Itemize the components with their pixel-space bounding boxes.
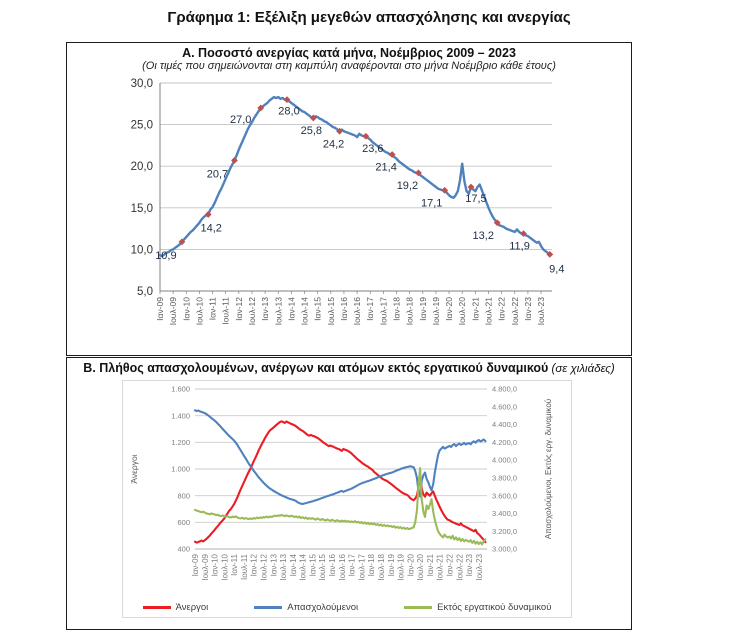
svg-text:Ιαν-12: Ιαν-12 (249, 554, 259, 577)
svg-text:21,4: 21,4 (375, 161, 397, 174)
legend-swatch-employed (254, 606, 282, 609)
svg-text:1.400: 1.400 (171, 411, 190, 421)
svg-text:Ιουλ-15: Ιουλ-15 (325, 297, 336, 326)
svg-text:Ιαν-09: Ιαν-09 (155, 297, 165, 321)
chart-b-left-axis-title: Άνεργοι (129, 454, 139, 484)
figure-title: Γράφημα 1: Εξέλιξη μεγεθών απασχόλησης και ανεργίας (167, 9, 571, 26)
svg-text:9,4: 9,4 (549, 263, 565, 276)
svg-text:Ιουλ-23: Ιουλ-23 (536, 297, 547, 326)
svg-text:Ιουλ-14: Ιουλ-14 (298, 554, 308, 581)
svg-text:Ιαν-20: Ιαν-20 (444, 297, 455, 321)
svg-text:Ιαν-18: Ιαν-18 (367, 554, 377, 577)
chart-b-right-axis-title: Απασχολούμενοι, Εκτός εργ. δυναμικού (544, 398, 553, 540)
svg-text:Ιαν-17: Ιαν-17 (365, 297, 376, 321)
chart-b-left-tick-labels (171, 385, 190, 554)
chart-b-gridlines (195, 389, 487, 549)
chart-b-x-tick-labels (191, 553, 484, 580)
panel-b-title-note: (σε χιλιάδες) (548, 363, 615, 375)
panel-a-unemployment-rate (66, 42, 632, 356)
svg-text:Ιαν-13: Ιαν-13 (269, 554, 279, 577)
svg-text:Ιουλ-20: Ιουλ-20 (416, 554, 426, 581)
svg-text:5,0: 5,0 (137, 286, 153, 298)
legend-item-employed (254, 602, 358, 613)
svg-text:Ιουλ-14: Ιουλ-14 (299, 297, 310, 326)
panel-a-title: Α. Ποσοστό ανεργίας κατά μήνα, Νοέμβριος 2009 – 2023 (182, 46, 516, 60)
legend-swatch-outside-labour-force (404, 606, 432, 609)
svg-text:Ιαν-09: Ιαν-09 (191, 554, 200, 577)
svg-text:23,6: 23,6 (362, 143, 384, 156)
svg-text:3.400,0: 3.400,0 (492, 509, 518, 519)
chart-a-x-tick-labels (155, 297, 546, 326)
svg-text:Ιαν-20: Ιαν-20 (406, 554, 416, 577)
svg-text:Ιουλ-16: Ιουλ-16 (352, 297, 363, 326)
svg-text:17,1: 17,1 (420, 197, 443, 210)
svg-text:Ιουλ-13: Ιουλ-13 (279, 554, 289, 581)
svg-text:Ιαν-15: Ιαν-15 (312, 297, 323, 321)
svg-text:4.200,0: 4.200,0 (492, 437, 518, 447)
svg-text:Ιαν-22: Ιαν-22 (496, 297, 507, 321)
panel-a-subtitle: (Οι τιμές που σημειώνονται στη καμπύλη αναφέρονται στο μήνα Νοέμβριο κάθε έτους) (142, 60, 556, 72)
svg-text:Ιαν-14: Ιαν-14 (286, 297, 297, 321)
legend-item-outside-labour-force (404, 602, 551, 613)
svg-text:Ιουλ-23: Ιουλ-23 (474, 554, 484, 581)
chart-a-unemployment-rate-plot (68, 71, 630, 353)
svg-text:400: 400 (177, 544, 190, 554)
svg-text:1.200: 1.200 (171, 437, 190, 447)
svg-text:17,5: 17,5 (465, 193, 487, 205)
svg-text:800: 800 (177, 491, 190, 501)
svg-text:20,7: 20,7 (206, 168, 229, 181)
legend-label-unemployed: Άνεργοι (175, 602, 209, 613)
chart-a-axes (160, 83, 552, 294)
chart-a-data-labels (155, 106, 564, 276)
legend-label-outside-labour-force: Εκτός εργατικού δυναμικού (437, 602, 552, 613)
svg-text:Ιουλ-20: Ιουλ-20 (457, 297, 468, 326)
chart-b-labour-counts-plot (123, 382, 571, 595)
chart-b-series-line-1 (195, 410, 485, 504)
svg-text:19,2: 19,2 (396, 179, 419, 192)
svg-text:Ιουλ-10: Ιουλ-10 (220, 554, 230, 581)
svg-text:Ιουλ-17: Ιουλ-17 (357, 554, 367, 581)
svg-text:Ιουλ-16: Ιουλ-16 (337, 554, 347, 581)
svg-text:Ιουλ-22: Ιουλ-22 (509, 297, 520, 326)
svg-text:1.000: 1.000 (171, 464, 190, 474)
svg-text:Ιουλ-17: Ιουλ-17 (378, 297, 389, 326)
svg-text:Ιουλ-11: Ιουλ-11 (220, 297, 231, 325)
svg-text:25,8: 25,8 (300, 124, 323, 137)
svg-text:Ιαν-11: Ιαν-11 (230, 554, 240, 576)
svg-text:3.200,0: 3.200,0 (492, 526, 518, 536)
legend-item-unemployed (143, 602, 209, 613)
svg-text:Ιουλ-19: Ιουλ-19 (430, 297, 441, 326)
svg-text:Ιουλ-21: Ιουλ-21 (435, 554, 445, 581)
chart-b-right-tick-labels (492, 385, 517, 554)
svg-text:13,2: 13,2 (472, 229, 494, 242)
chart-b-legend (123, 602, 571, 613)
svg-text:4.600,0: 4.600,0 (492, 402, 518, 412)
svg-text:28,0: 28,0 (278, 105, 300, 118)
svg-text:Ιουλ-13: Ιουλ-13 (273, 297, 284, 326)
panel-b-labour-counts (66, 357, 632, 630)
svg-text:3.800,0: 3.800,0 (492, 473, 518, 483)
chart-b-plot-frame (122, 380, 572, 618)
panel-b-title-text: Β. Πλήθος απασχολουμένων, ανέργων και ατόμων εκτός εργατικού δυναμικού (83, 361, 549, 375)
svg-text:Ιαν-18: Ιαν-18 (391, 297, 402, 321)
svg-text:Ιαν-14: Ιαν-14 (288, 554, 298, 577)
svg-text:Ιουλ-12: Ιουλ-12 (246, 297, 257, 326)
svg-text:Ιαν-13: Ιαν-13 (260, 297, 271, 321)
svg-text:4.400,0: 4.400,0 (492, 420, 518, 430)
svg-text:Ιουλ-15: Ιουλ-15 (318, 554, 328, 581)
svg-text:Ιαν-12: Ιαν-12 (233, 297, 244, 321)
svg-text:Ιουλ-19: Ιουλ-19 (396, 554, 406, 581)
svg-text:Ιαν-16: Ιαν-16 (328, 554, 338, 577)
svg-text:Ιουλ-10: Ιουλ-10 (194, 297, 205, 326)
svg-text:Ιαν-21: Ιαν-21 (470, 297, 481, 321)
svg-text:24,2: 24,2 (322, 138, 345, 151)
svg-text:600: 600 (177, 517, 190, 527)
svg-text:Ιαν-21: Ιαν-21 (425, 554, 435, 577)
svg-text:Ιουλ-09: Ιουλ-09 (168, 297, 179, 326)
svg-text:30,0: 30,0 (130, 78, 153, 90)
svg-text:15,0: 15,0 (130, 202, 153, 215)
svg-text:3.000,0: 3.000,0 (492, 544, 518, 554)
svg-text:4.800,0: 4.800,0 (492, 384, 518, 394)
svg-text:Ιαν-11: Ιαν-11 (207, 297, 218, 321)
svg-text:Ιουλ-12: Ιουλ-12 (259, 554, 269, 581)
svg-text:11,9: 11,9 (509, 240, 530, 253)
svg-text:Ιουλ-18: Ιουλ-18 (376, 554, 386, 581)
chart-a-y-tick-labels (131, 78, 153, 298)
svg-text:Ιουλ-18: Ιουλ-18 (404, 297, 415, 326)
svg-text:Ιαν-16: Ιαν-16 (338, 297, 349, 321)
svg-text:10,9: 10,9 (155, 249, 177, 262)
svg-text:Ιαν-17: Ιαν-17 (347, 554, 357, 577)
svg-text:Ιουλ-21: Ιουλ-21 (483, 297, 494, 326)
svg-text:Ιαν-10: Ιαν-10 (210, 554, 220, 577)
svg-text:3.600,0: 3.600,0 (492, 491, 518, 501)
legend-swatch-unemployed (143, 606, 171, 609)
svg-text:Ιαν-15: Ιαν-15 (308, 554, 318, 577)
panel-b-title (67, 361, 631, 375)
svg-text:25,0: 25,0 (130, 119, 153, 132)
svg-text:Ιουλ-09: Ιουλ-09 (200, 554, 210, 581)
svg-text:4.000,0: 4.000,0 (492, 455, 518, 465)
svg-text:Ιουλ-11: Ιουλ-11 (239, 554, 249, 581)
svg-text:Ιαν-23: Ιαν-23 (465, 554, 475, 577)
svg-text:Ιαν-19: Ιαν-19 (417, 297, 428, 321)
chart-b-series-line-2 (195, 468, 485, 544)
svg-text:Ιαν-22: Ιαν-22 (445, 554, 455, 577)
chart-b-series-line-0 (195, 421, 485, 542)
legend-label-employed: Απασχολούμενοι (287, 602, 359, 613)
svg-text:1.600: 1.600 (171, 384, 190, 394)
svg-text:20,0: 20,0 (130, 161, 153, 174)
svg-text:27,0: 27,0 (230, 113, 252, 126)
svg-text:14,2: 14,2 (200, 222, 222, 235)
svg-text:Ιαν-23: Ιαν-23 (522, 297, 533, 321)
svg-text:Ιαν-10: Ιαν-10 (181, 297, 192, 321)
svg-text:Ιαν-19: Ιαν-19 (386, 554, 396, 577)
svg-text:10,0: 10,0 (130, 244, 153, 257)
svg-text:Ιουλ-22: Ιουλ-22 (455, 554, 465, 581)
